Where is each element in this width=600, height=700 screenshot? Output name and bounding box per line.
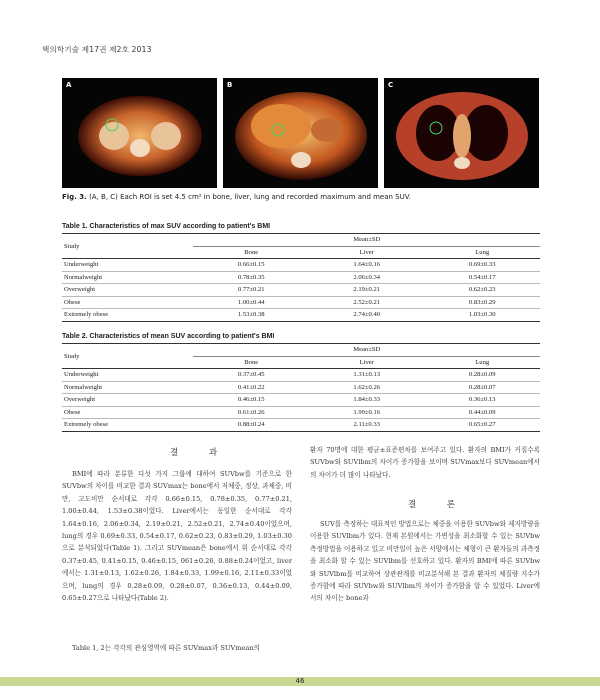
row-label: Obese xyxy=(62,296,193,309)
cell-bone: 1.53±0.38 xyxy=(193,309,309,322)
table-row xyxy=(62,259,540,272)
table1-col-lung: Lung xyxy=(424,246,540,259)
journal-header: 핵의학기술 제17권 제2호 2013 xyxy=(42,45,152,54)
table1-col-liver: Liver xyxy=(309,246,425,259)
cell-bone: 0.88±0.24 xyxy=(193,419,309,432)
cell-bone: 0.41±0.22 xyxy=(193,381,309,394)
right-paragraph-1: 환자 70명에 대한 평균±표준편차를 보여주고 있다. 환자의 BMI가 커질수록 SUVbw와 SUVlbm의 차이가 증가함을 보이며 SUVmax보다 SUVmean에서의 차이가 더 많이 나타났다. xyxy=(310,446,540,479)
row-label: Extremely obese xyxy=(62,419,193,432)
cell-liver: 2.19±0.21 xyxy=(309,284,425,297)
table-max-suv xyxy=(62,233,540,322)
cell-liver: 2.06±0.34 xyxy=(309,271,425,284)
row-label: Normalweight xyxy=(62,381,193,394)
row-label: Extremely obese xyxy=(62,309,193,322)
table-row xyxy=(62,284,540,297)
cell-lung: 1.03±0.30 xyxy=(424,309,540,322)
row-label: Normalweight xyxy=(62,271,193,284)
table-row xyxy=(62,419,540,432)
cell-liver: 2.11±0.33 xyxy=(309,419,425,432)
cell-lung: 0.28±0.07 xyxy=(424,381,540,394)
results-paragraph-1: BMI에 따라 분류한 다섯 가지 그룹에 대하여 SUVbw를 기준으로 한 SUVbw의 차이를 비교한 결과 SUVmax는 bone에서 저체중, 정상, 과체중, 비만, 고도비만 순서대로 각각 0.66±0.15, 0.78±0.35, 0.77±0.21, 1.00±0.44, 1.53±0.38이었다. Liver에서는 동일한 순서대로 각각 1.64±0.16, 2.06±0.34, 2.19±0.21, 2.52±0.21, 2.74±0.40이었으며, lung의 경우 0.69±0.33, 0.54±0.17, 0.62±0.23, 0.83±0.29, 1.03±0.30으로 분석되었다(Table 1). 그리고 SUVmean은 bone에서 위 순서대로 각각 0.37±0.45, 0.41±0.15, 0.46±0.15, 061±0.26, 0.88±0.24이었고, liver에서는 1.31±0.13, 1.62±0.26, 1.84±0.33, 1.99±0.16, 2.11±0.33이었으며, lung의 경우 0.28±0.09, 0.28±0.07, 0.36±0.13, 0.44±0.09, 0.65±0.27으로 나타났다(Table 2). xyxy=(62,470,292,603)
figure-3 xyxy=(62,78,540,188)
table-row xyxy=(62,381,540,394)
table2-col-liver: Liver xyxy=(309,356,425,369)
pet-image-pelvis xyxy=(62,78,217,188)
cell-lung: 0.28±0.09 xyxy=(424,369,540,382)
cell-bone: 0.37±0.45 xyxy=(193,369,309,382)
panel-label-b: B xyxy=(227,81,233,89)
table-mean-suv xyxy=(62,343,540,432)
table-row xyxy=(62,309,540,322)
row-label: Underweight xyxy=(62,259,193,272)
results-paragraph-2: Table 1, 2는 각각의 관심영역에 따른 SUVmax과 SUVmean의 xyxy=(72,644,260,652)
table2-mean-sd-header: Mean±SD xyxy=(193,344,540,357)
cell-bone: 0.77±0.21 xyxy=(193,284,309,297)
cell-liver: 1.64±0.16 xyxy=(309,259,425,272)
cell-bone: 1.00±0.44 xyxy=(193,296,309,309)
table2-study-header: Study xyxy=(62,344,193,369)
table-row xyxy=(62,296,540,309)
row-label: Underweight xyxy=(62,369,193,382)
cell-lung: 0.69±0.33 xyxy=(424,259,540,272)
pet-image-lung xyxy=(384,78,539,188)
page-number: 46 xyxy=(295,677,305,685)
table-row xyxy=(62,369,540,382)
cell-liver: 1.84±0.33 xyxy=(309,394,425,407)
table2-caption: Table 2. Characteristics of mean SUV according to patient's BMI xyxy=(62,333,275,340)
figure-caption xyxy=(62,193,411,201)
pet-panel-a xyxy=(62,78,217,188)
pet-panel-c xyxy=(384,78,539,188)
table-row xyxy=(62,406,540,419)
cell-lung: 0.62±0.23 xyxy=(424,284,540,297)
pet-panel-b xyxy=(223,78,378,188)
row-label: Overweight xyxy=(62,394,193,407)
figure-caption-label: Fig. 3. xyxy=(62,193,87,201)
cell-liver: 2.74±0.40 xyxy=(309,309,425,322)
table1-col-bone: Bone xyxy=(193,246,309,259)
pet-image-liver xyxy=(223,78,378,188)
cell-liver: 1.99±0.16 xyxy=(309,406,425,419)
cell-lung: 0.54±0.17 xyxy=(424,271,540,284)
table2-col-bone: Bone xyxy=(193,356,309,369)
panel-label-c: C xyxy=(388,81,394,89)
row-label: Overweight xyxy=(62,284,193,297)
cell-lung: 0.44±0.09 xyxy=(424,406,540,419)
cell-lung: 0.83±0.29 xyxy=(424,296,540,309)
cell-lung: 0.65±0.27 xyxy=(424,419,540,432)
table-row xyxy=(62,394,540,407)
cell-liver: 2.52±0.21 xyxy=(309,296,425,309)
results-heading: 결 과 xyxy=(170,448,232,458)
cell-liver: 1.31±0.13 xyxy=(309,369,425,382)
cell-bone: 0.61±0.26 xyxy=(193,406,309,419)
conclusion-paragraph: SUV를 측정하는 대표적인 방법으로는 체중을 이용한 SUVbw와 제지방량을 이용한 SUVlbm가 있다. 현재 본원에서는 가변성을 최소화할 수 있는 SUVbw 측정방법을 이용하고 있고 비만일이 높은 서양에서는 체형이 큰 환자들의 과측정을 최소화 할 수 있는 SUVlbm를 선호하고 있다. 환자의 BMI에 따른 SUVbw와 SUVlbm를 비교하여 상관관계를 비교분석해 본 결과 환자의 체질량 지수가 증가함에 따라 SUVbw와 SUVlbm의 차이가 증가함을 알 수 있었다. Liver에서의 차이는 bone과 xyxy=(310,520,540,603)
panel-label-a: A xyxy=(66,81,72,89)
table1-study-header: Study xyxy=(62,234,193,259)
cell-liver: 1.62±0.26 xyxy=(309,381,425,394)
row-label: Obese xyxy=(62,406,193,419)
table-row xyxy=(62,271,540,284)
cell-lung: 0.36±0.13 xyxy=(424,394,540,407)
cell-bone: 0.66±0.15 xyxy=(193,259,309,272)
table1-mean-sd-header: Mean±SD xyxy=(193,234,540,247)
figure-caption-text: (A, B, C) Each ROI is set 4.5 cm² in bone, liver, lung and recorded maximum and mean SUV. xyxy=(89,193,411,201)
conclusion-heading: 결 론 xyxy=(408,500,470,510)
cell-bone: 0.78±0.35 xyxy=(193,271,309,284)
table1-caption: Table 1. Characteristics of max SUV according to patient's BMI xyxy=(62,223,271,230)
table2-col-lung: Lung xyxy=(424,356,540,369)
cell-bone: 0.46±0.15 xyxy=(193,394,309,407)
